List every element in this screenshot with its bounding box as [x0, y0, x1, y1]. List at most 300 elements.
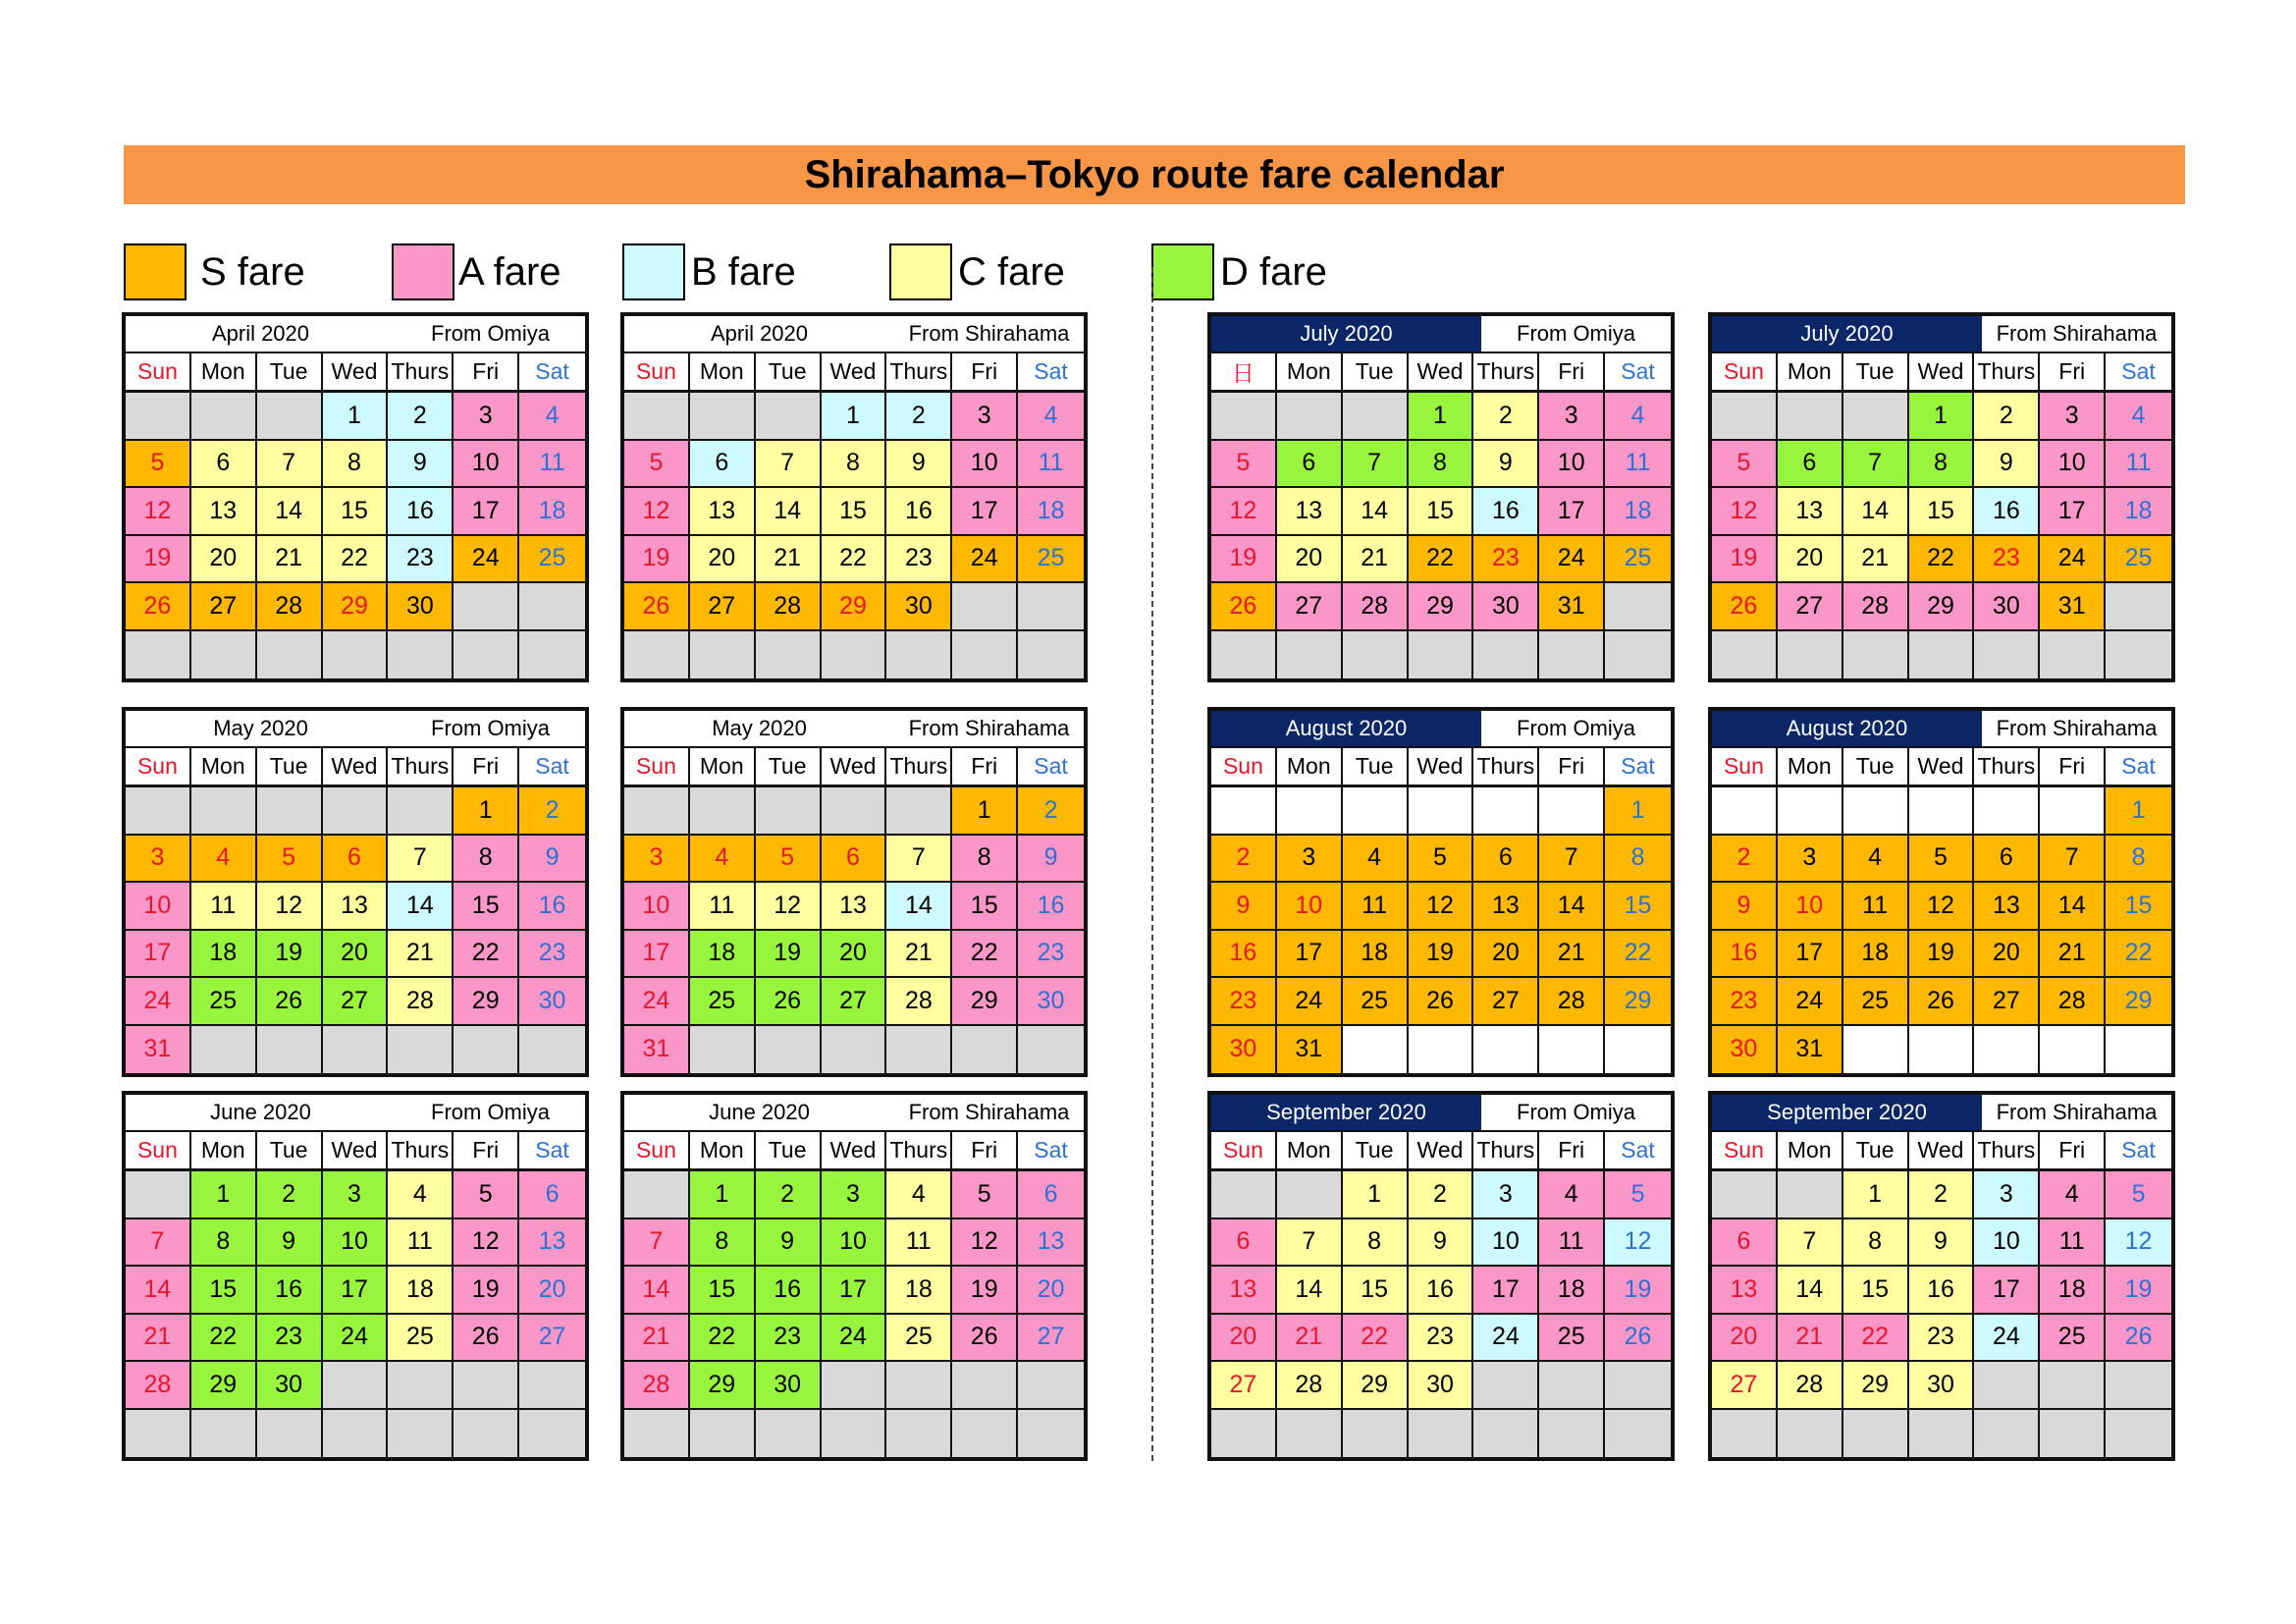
empty-day-cell [1409, 1026, 1474, 1074]
day-cell: 5 [1712, 441, 1778, 489]
empty-day-cell [2106, 1026, 2171, 1074]
day-cell: 19 [257, 931, 323, 979]
weekday-header-sun: Sun [1712, 748, 1778, 787]
empty-day-cell [1277, 1171, 1343, 1219]
empty-day-cell [1712, 1171, 1778, 1219]
empty-day-cell [756, 393, 822, 441]
empty-day-cell [2106, 1362, 2171, 1410]
calendar-grid [126, 353, 585, 678]
empty-day-cell [1712, 393, 1778, 441]
weekday-header-fri: Fri [2040, 1132, 2106, 1171]
empty-day-cell [1605, 1362, 1671, 1410]
calendar-grid [624, 353, 1084, 678]
day-cell: 14 [756, 488, 822, 536]
calendar-april-shirahama [620, 312, 1088, 682]
empty-day-cell [886, 631, 952, 679]
day-cell: 5 [1605, 1171, 1671, 1219]
day-cell: 7 [1843, 441, 1909, 489]
day-cell: 8 [690, 1219, 756, 1268]
weekday-header-sat: Sat [519, 1132, 585, 1171]
weekday-header-sat: Sat [1018, 353, 1084, 393]
day-cell: 6 [822, 836, 887, 884]
day-cell: 5 [952, 1171, 1018, 1219]
day-cell: 30 [756, 1362, 822, 1410]
weekday-header-tue: Tue [257, 353, 323, 393]
weekday-header-sat: Sat [2106, 1132, 2171, 1171]
weekday-header-fri: Fri [1539, 748, 1605, 787]
day-cell: 9 [1712, 883, 1778, 931]
calendar-origin-label: From Omiya [431, 321, 550, 346]
day-cell: 13 [1211, 1267, 1277, 1315]
day-cell: 28 [1343, 583, 1409, 631]
empty-day-cell [454, 631, 519, 679]
day-cell: 28 [126, 1362, 191, 1410]
day-cell: 28 [624, 1362, 690, 1410]
day-cell: 2 [388, 393, 454, 441]
weekday-header-mon: Mon [690, 1132, 756, 1171]
calendar-header [1712, 316, 2171, 353]
calendar-header [1211, 316, 1671, 353]
weekday-header-fri: Fri [454, 1132, 519, 1171]
day-cell: 12 [257, 883, 323, 931]
day-cell: 27 [822, 978, 887, 1026]
day-cell: 14 [1277, 1267, 1343, 1315]
day-cell: 24 [624, 978, 690, 1026]
day-cell: 3 [1539, 393, 1605, 441]
day-cell: 1 [454, 787, 519, 836]
legend-swatch-b [622, 244, 685, 300]
empty-day-cell [1473, 631, 1539, 679]
day-cell: 15 [1909, 488, 1975, 536]
calendar-month-title: September 2020 [1211, 1095, 1481, 1130]
legend-label-b: B fare [691, 249, 796, 294]
day-cell: 7 [126, 1219, 191, 1268]
title-bar [124, 145, 2185, 204]
day-cell: 3 [1974, 1171, 2040, 1219]
calendar-header [1211, 711, 1671, 748]
calendar-grid [1211, 1132, 1671, 1457]
day-cell: 26 [1605, 1315, 1671, 1363]
day-cell: 12 [1605, 1219, 1671, 1268]
empty-day-cell [1473, 1410, 1539, 1458]
day-cell: 16 [1211, 931, 1277, 979]
empty-day-cell [1843, 631, 1909, 679]
calendar-june-omiya [122, 1091, 589, 1461]
day-cell: 4 [1343, 836, 1409, 884]
weekday-header-tue: Tue [756, 353, 822, 393]
day-cell: 4 [1018, 393, 1084, 441]
day-cell: 29 [1843, 1362, 1909, 1410]
day-cell: 30 [257, 1362, 323, 1410]
day-cell: 6 [323, 836, 389, 884]
empty-day-cell [2106, 583, 2171, 631]
day-cell: 15 [191, 1267, 257, 1315]
day-cell: 20 [1211, 1315, 1277, 1363]
weekday-header-sat: Sat [1605, 1132, 1671, 1171]
day-cell: 27 [1277, 583, 1343, 631]
empty-day-cell [126, 1410, 191, 1458]
empty-day-cell [690, 1026, 756, 1074]
empty-day-cell [1277, 1410, 1343, 1458]
day-cell: 13 [1473, 883, 1539, 931]
empty-day-cell [2040, 1410, 2106, 1458]
day-cell: 14 [2040, 883, 2106, 931]
day-cell: 27 [1211, 1362, 1277, 1410]
day-cell: 25 [2040, 1315, 2106, 1363]
day-cell: 3 [1473, 1171, 1539, 1219]
weekday-header-thurs: Thurs [388, 748, 454, 787]
legend-label-s: S fare [200, 249, 305, 294]
day-cell: 23 [1909, 1315, 1975, 1363]
calendar-origin-label: From Omiya [1517, 321, 1635, 346]
day-cell: 11 [1605, 441, 1671, 489]
weekday-header-sat: Sat [1605, 748, 1671, 787]
day-cell: 19 [454, 1267, 519, 1315]
calendar-month-title: June 2020 [709, 1100, 810, 1124]
weekday-header-fri: Fri [952, 1132, 1018, 1171]
empty-day-cell [1909, 631, 1975, 679]
weekday-header-wed: Wed [1409, 748, 1474, 787]
weekday-header-fri: Fri [952, 748, 1018, 787]
day-cell: 20 [1473, 931, 1539, 979]
empty-day-cell [1343, 1026, 1409, 1074]
day-cell: 22 [1343, 1315, 1409, 1363]
empty-day-cell [257, 393, 323, 441]
day-cell: 9 [519, 836, 585, 884]
day-cell: 21 [2040, 931, 2106, 979]
weekday-header-mon: Mon [1277, 1132, 1343, 1171]
empty-day-cell [454, 1410, 519, 1458]
day-cell: 15 [323, 488, 389, 536]
day-cell: 7 [2040, 836, 2106, 884]
empty-day-cell [886, 1410, 952, 1458]
weekday-header-tue: Tue [257, 1132, 323, 1171]
empty-day-cell [886, 1026, 952, 1074]
day-cell: 23 [388, 536, 454, 584]
day-cell: 3 [822, 1171, 887, 1219]
day-cell: 20 [519, 1267, 585, 1315]
day-cell: 22 [2106, 931, 2171, 979]
weekday-header-tue: Tue [1343, 353, 1409, 393]
empty-day-cell [1778, 631, 1843, 679]
day-cell: 2 [1018, 787, 1084, 836]
empty-day-cell [624, 393, 690, 441]
empty-day-cell [1211, 1171, 1277, 1219]
weekday-header-wed: Wed [1409, 1132, 1474, 1171]
legend-label-c: C fare [958, 249, 1065, 294]
calendar-header [624, 316, 1084, 353]
day-cell: 29 [191, 1362, 257, 1410]
day-cell: 12 [952, 1219, 1018, 1268]
day-cell: 20 [1974, 931, 2040, 979]
empty-day-cell [191, 1410, 257, 1458]
day-cell: 18 [1843, 931, 1909, 979]
day-cell: 12 [454, 1219, 519, 1268]
day-cell: 6 [690, 441, 756, 489]
calendar-grid [126, 1132, 585, 1457]
day-cell: 9 [1409, 1219, 1474, 1268]
calendar-august-shirahama [1708, 707, 2175, 1077]
empty-day-cell [1539, 1026, 1605, 1074]
empty-day-cell [1343, 1410, 1409, 1458]
empty-day-cell [1778, 787, 1843, 836]
calendar-header [126, 711, 585, 748]
empty-day-cell [1343, 631, 1409, 679]
day-cell: 17 [2040, 488, 2106, 536]
empty-day-cell [1605, 583, 1671, 631]
day-cell: 22 [1409, 536, 1474, 584]
empty-day-cell [952, 1362, 1018, 1410]
day-cell: 2 [1409, 1171, 1474, 1219]
day-cell: 28 [388, 978, 454, 1026]
day-cell: 21 [1343, 536, 1409, 584]
weekday-header-sun: Sun [1712, 353, 1778, 393]
day-cell: 27 [1974, 978, 2040, 1026]
day-cell: 9 [388, 441, 454, 489]
day-cell: 17 [1277, 931, 1343, 979]
day-cell: 22 [1605, 931, 1671, 979]
weekday-header-wed: Wed [323, 353, 389, 393]
empty-day-cell [191, 787, 257, 836]
day-cell: 16 [1712, 931, 1778, 979]
empty-day-cell [1409, 787, 1474, 836]
day-cell: 18 [519, 488, 585, 536]
day-cell: 12 [1909, 883, 1975, 931]
day-cell: 11 [519, 441, 585, 489]
empty-day-cell [1843, 393, 1909, 441]
day-cell: 28 [2040, 978, 2106, 1026]
day-cell: 16 [1974, 488, 2040, 536]
day-cell: 6 [1778, 441, 1843, 489]
day-cell: 25 [519, 536, 585, 584]
day-cell: 2 [1473, 393, 1539, 441]
day-cell: 21 [1843, 536, 1909, 584]
weekday-header-thurs: Thurs [1473, 1132, 1539, 1171]
day-cell: 27 [519, 1315, 585, 1363]
day-cell: 21 [886, 931, 952, 979]
day-cell: 25 [886, 1315, 952, 1363]
day-cell: 8 [1409, 441, 1474, 489]
day-cell: 30 [1211, 1026, 1277, 1074]
legend-item-a-fare [392, 242, 561, 302]
day-cell: 18 [1539, 1267, 1605, 1315]
day-cell: 12 [1712, 488, 1778, 536]
day-cell: 10 [1539, 441, 1605, 489]
calendar-month-title: May 2020 [712, 716, 807, 740]
day-cell: 25 [1343, 978, 1409, 1026]
day-cell: 2 [519, 787, 585, 836]
day-cell: 28 [1539, 978, 1605, 1026]
day-cell: 7 [388, 836, 454, 884]
empty-day-cell [756, 1026, 822, 1074]
weekday-header-tue: Tue [756, 748, 822, 787]
day-cell: 17 [126, 931, 191, 979]
day-cell: 20 [1778, 536, 1843, 584]
weekday-header-fri: Fri [454, 353, 519, 393]
day-cell: 17 [1974, 1267, 2040, 1315]
calendar-august-omiya [1207, 707, 1675, 1077]
empty-day-cell [1211, 631, 1277, 679]
day-cell: 8 [1605, 836, 1671, 884]
day-cell: 23 [1712, 978, 1778, 1026]
weekday-header-sun: Sun [126, 353, 191, 393]
weekday-header-mon: Mon [1277, 748, 1343, 787]
empty-day-cell [1843, 1410, 1909, 1458]
day-cell: 30 [1909, 1362, 1975, 1410]
day-cell: 12 [126, 488, 191, 536]
weekday-header-fri: Fri [952, 353, 1018, 393]
weekday-header-wed: Wed [822, 748, 887, 787]
day-cell: 10 [1473, 1219, 1539, 1268]
day-cell: 2 [1974, 393, 2040, 441]
weekday-header-mon: Mon [1778, 748, 1843, 787]
weekday-header-thurs: Thurs [1974, 353, 2040, 393]
weekday-header-wed: Wed [822, 353, 887, 393]
empty-day-cell [1974, 1362, 2040, 1410]
empty-day-cell [257, 787, 323, 836]
day-cell: 6 [1473, 836, 1539, 884]
day-cell: 24 [1539, 536, 1605, 584]
day-cell: 31 [1277, 1026, 1343, 1074]
weekday-header-tue: Tue [1843, 748, 1909, 787]
day-cell: 25 [388, 1315, 454, 1363]
empty-day-cell [454, 1026, 519, 1074]
day-cell: 11 [2040, 1219, 2106, 1268]
day-cell: 17 [323, 1267, 389, 1315]
day-cell: 19 [1909, 931, 1975, 979]
empty-day-cell [1211, 787, 1277, 836]
day-cell: 7 [886, 836, 952, 884]
day-cell: 25 [191, 978, 257, 1026]
day-cell: 8 [1843, 1219, 1909, 1268]
day-cell: 10 [952, 441, 1018, 489]
empty-day-cell [822, 631, 887, 679]
empty-day-cell [126, 787, 191, 836]
day-cell: 27 [191, 583, 257, 631]
day-cell: 29 [1343, 1362, 1409, 1410]
calendar-origin-label: From Shirahama [1996, 716, 2158, 740]
weekday-header-sun: Sun [624, 748, 690, 787]
day-cell: 9 [1018, 836, 1084, 884]
calendar-origin-label: From Omiya [1517, 1100, 1635, 1124]
day-cell: 24 [454, 536, 519, 584]
day-cell: 1 [822, 393, 887, 441]
day-cell: 28 [756, 583, 822, 631]
day-cell: 24 [1778, 978, 1843, 1026]
day-cell: 8 [822, 441, 887, 489]
empty-day-cell [388, 631, 454, 679]
weekday-header-mon: Mon [690, 353, 756, 393]
calendar-month-title: May 2020 [213, 716, 308, 740]
day-cell: 8 [2106, 836, 2171, 884]
empty-day-cell [1712, 787, 1778, 836]
day-cell: 26 [952, 1315, 1018, 1363]
empty-day-cell [1974, 1026, 2040, 1074]
day-cell: 25 [1605, 536, 1671, 584]
day-cell: 29 [952, 978, 1018, 1026]
day-cell: 5 [1409, 836, 1474, 884]
legend-item-d-fare [1151, 242, 1327, 302]
day-cell: 19 [624, 536, 690, 584]
empty-day-cell [1473, 1362, 1539, 1410]
day-cell: 4 [1843, 836, 1909, 884]
day-cell: 7 [1778, 1219, 1843, 1268]
weekday-header-thurs: Thurs [886, 748, 952, 787]
weekday-header-thurs: Thurs [1473, 353, 1539, 393]
day-cell: 10 [323, 1219, 389, 1268]
empty-day-cell [756, 631, 822, 679]
empty-day-cell [519, 1410, 585, 1458]
day-cell: 13 [323, 883, 389, 931]
calendar-grid [1712, 353, 2171, 678]
day-cell: 14 [126, 1267, 191, 1315]
day-cell: 2 [257, 1171, 323, 1219]
day-cell: 17 [1539, 488, 1605, 536]
weekday-header-tue: Tue [257, 748, 323, 787]
empty-day-cell [323, 787, 389, 836]
empty-day-cell [1018, 1362, 1084, 1410]
empty-day-cell [1018, 1026, 1084, 1074]
day-cell: 16 [886, 488, 952, 536]
day-cell: 20 [1277, 536, 1343, 584]
day-cell: 28 [1277, 1362, 1343, 1410]
day-cell: 5 [2106, 1171, 2171, 1219]
day-cell: 14 [388, 883, 454, 931]
calendar-origin-label: From Shirahama [908, 1100, 1070, 1124]
empty-day-cell [1605, 1410, 1671, 1458]
day-cell: 7 [1343, 441, 1409, 489]
day-cell: 10 [1778, 883, 1843, 931]
day-cell: 1 [1843, 1171, 1909, 1219]
day-cell: 7 [756, 441, 822, 489]
day-cell: 6 [1018, 1171, 1084, 1219]
empty-day-cell [1974, 787, 2040, 836]
day-cell: 28 [1843, 583, 1909, 631]
empty-day-cell [952, 1410, 1018, 1458]
day-cell: 10 [454, 441, 519, 489]
day-cell: 26 [1211, 583, 1277, 631]
empty-day-cell [1605, 1026, 1671, 1074]
empty-day-cell [624, 787, 690, 836]
day-cell: 30 [1473, 583, 1539, 631]
empty-day-cell [952, 583, 1018, 631]
empty-day-cell [624, 1171, 690, 1219]
day-cell: 29 [1409, 583, 1474, 631]
day-cell: 4 [191, 836, 257, 884]
day-cell: 26 [454, 1315, 519, 1363]
empty-day-cell [2040, 1026, 2106, 1074]
day-cell: 26 [257, 978, 323, 1026]
empty-day-cell [1605, 631, 1671, 679]
day-cell: 19 [1712, 536, 1778, 584]
day-cell: 29 [1909, 583, 1975, 631]
empty-day-cell [1018, 1410, 1084, 1458]
day-cell: 23 [1974, 536, 2040, 584]
empty-day-cell [1909, 787, 1975, 836]
day-cell: 27 [1018, 1315, 1084, 1363]
day-cell: 31 [1778, 1026, 1843, 1074]
day-cell: 11 [191, 883, 257, 931]
day-cell: 8 [323, 441, 389, 489]
day-cell: 2 [756, 1171, 822, 1219]
day-cell: 31 [624, 1026, 690, 1074]
day-cell: 4 [1605, 393, 1671, 441]
day-cell: 15 [822, 488, 887, 536]
day-cell: 1 [1909, 393, 1975, 441]
empty-day-cell [690, 631, 756, 679]
day-cell: 13 [690, 488, 756, 536]
empty-day-cell [1778, 1410, 1843, 1458]
